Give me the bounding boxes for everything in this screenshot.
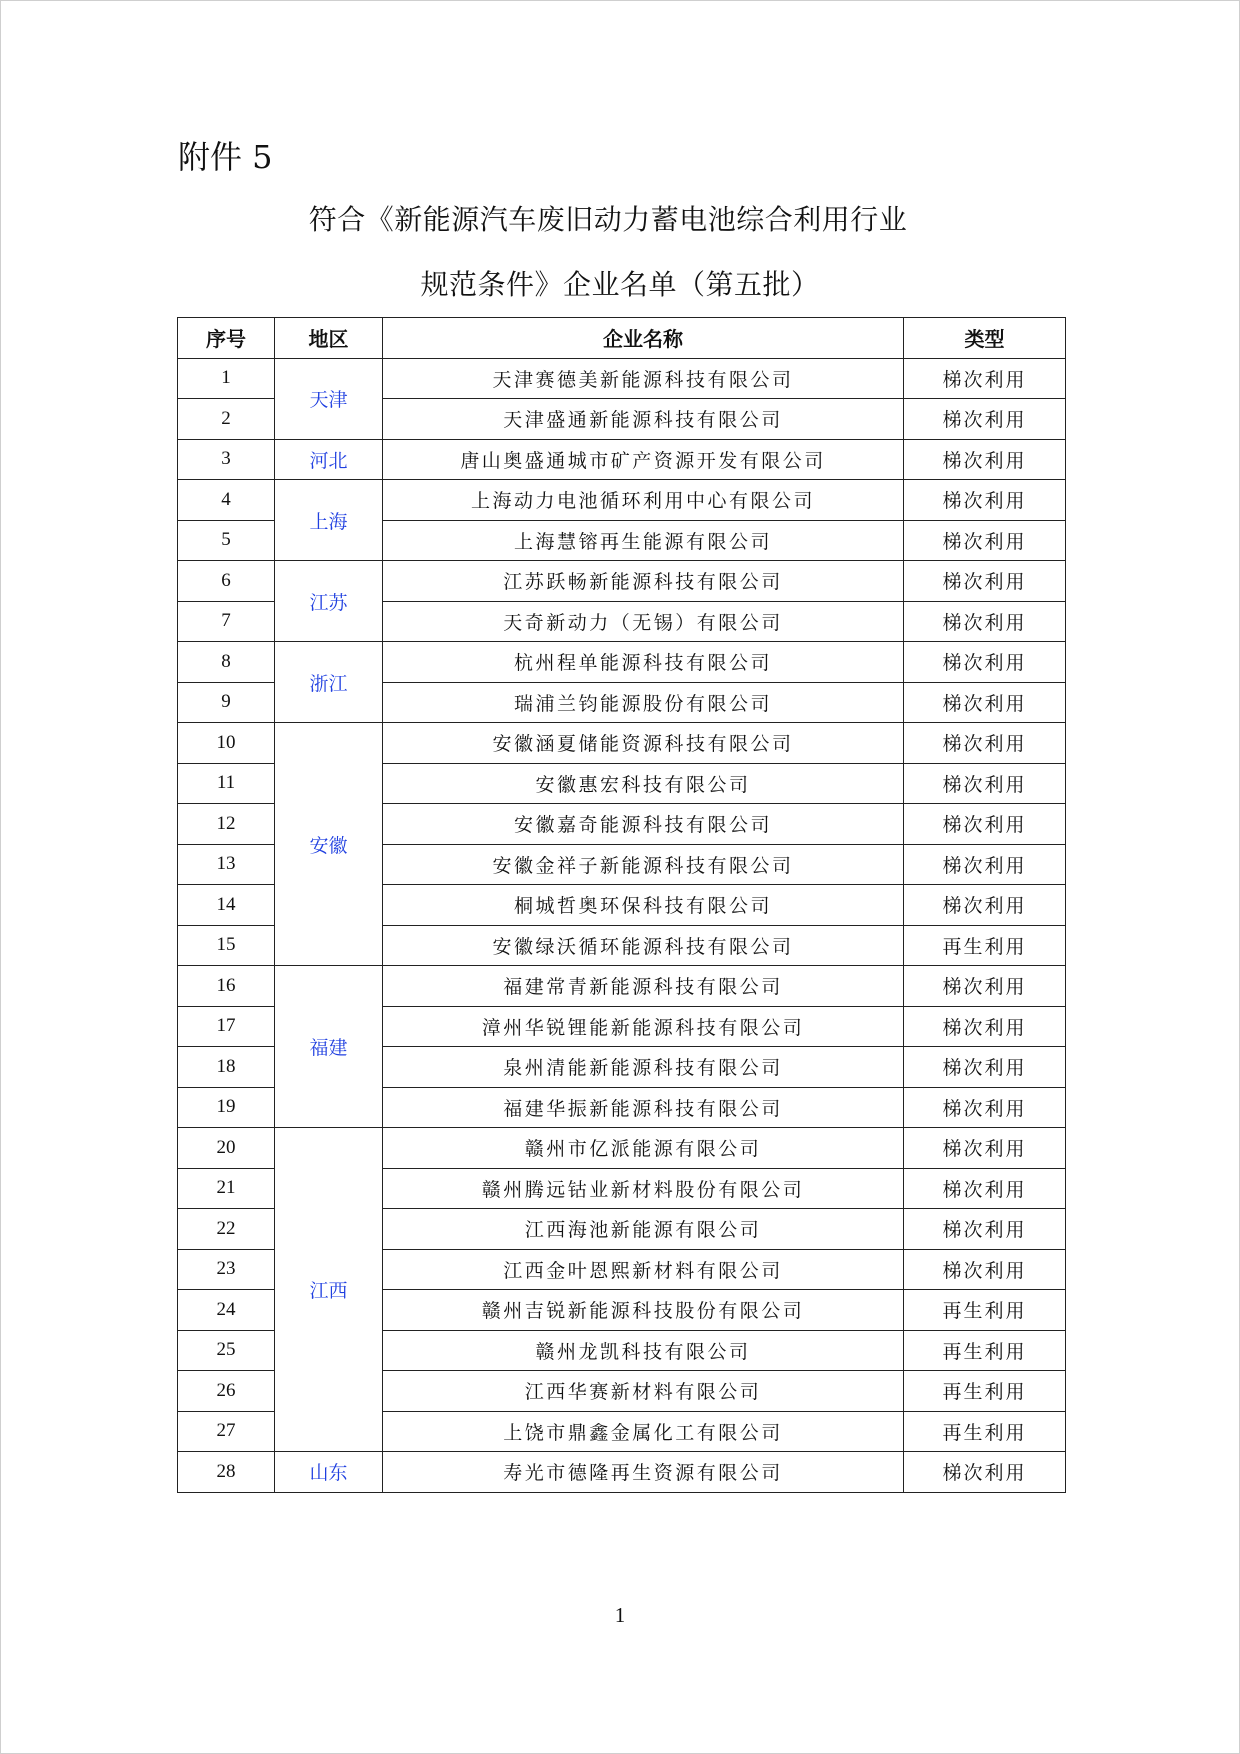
- region-cell: 浙江: [275, 642, 383, 723]
- enterprise-name: 江西海池新能源有限公司: [383, 1209, 904, 1250]
- enterprise-name: 天津赛德美新能源科技有限公司: [383, 358, 904, 399]
- row-seq: 23: [178, 1249, 275, 1290]
- header-type: 类型: [904, 318, 1066, 359]
- enterprise-name: 安徽涵夏储能资源科技有限公司: [383, 723, 904, 764]
- enterprise-name: 泉州清能新能源科技有限公司: [383, 1047, 904, 1088]
- enterprise-name: 安徽惠宏科技有限公司: [383, 763, 904, 804]
- row-seq: 6: [178, 561, 275, 602]
- enterprise-name: 漳州华锐锂能新能源科技有限公司: [383, 1006, 904, 1047]
- row-seq: 8: [178, 642, 275, 683]
- utilization-type: 梯次利用: [904, 682, 1066, 723]
- region-cell: 江苏: [275, 561, 383, 642]
- enterprise-name: 上饶市鼎鑫金属化工有限公司: [383, 1411, 904, 1452]
- enterprise-name: 寿光市德隆再生资源有限公司: [383, 1452, 904, 1493]
- utilization-type: 梯次利用: [904, 358, 1066, 399]
- attachment-label: 附件 5: [178, 138, 273, 176]
- page-number: 1: [614, 1603, 626, 1627]
- header-name: 企业名称: [383, 318, 904, 359]
- enterprise-name: 安徽绿沃循环能源科技有限公司: [383, 925, 904, 966]
- enterprise-name: 桐城哲奥环保科技有限公司: [383, 885, 904, 926]
- document-title-line-2: 规范条件》企业名单（第五批）: [420, 268, 820, 301]
- row-seq: 13: [178, 844, 275, 885]
- row-seq: 11: [178, 763, 275, 804]
- enterprise-name: 福建常青新能源科技有限公司: [383, 966, 904, 1007]
- row-seq: 19: [178, 1087, 275, 1128]
- row-seq: 16: [178, 966, 275, 1007]
- utilization-type: 梯次利用: [904, 601, 1066, 642]
- header-region: 地区: [275, 318, 383, 359]
- utilization-type: 梯次利用: [904, 844, 1066, 885]
- table-header-row: [178, 318, 1066, 359]
- utilization-type: 梯次利用: [904, 1209, 1066, 1250]
- enterprise-name: 天津盛通新能源科技有限公司: [383, 399, 904, 440]
- enterprise-name: 天奇新动力（无锡）有限公司: [383, 601, 904, 642]
- utilization-type: 梯次利用: [904, 966, 1066, 1007]
- row-seq: 9: [178, 682, 275, 723]
- row-seq: 12: [178, 804, 275, 845]
- enterprise-name: 上海慧镕再生能源有限公司: [383, 520, 904, 561]
- table-row: [178, 561, 1066, 602]
- enterprise-name: 江西金叶恩熙新材料有限公司: [383, 1249, 904, 1290]
- table-row: [178, 358, 1066, 399]
- table-body: [178, 358, 1066, 1492]
- enterprise-name: 赣州市亿派能源有限公司: [383, 1128, 904, 1169]
- row-seq: 25: [178, 1330, 275, 1371]
- utilization-type: 梯次利用: [904, 1047, 1066, 1088]
- region-cell: 上海: [275, 480, 383, 561]
- utilization-type: 再生利用: [904, 925, 1066, 966]
- region-cell: 天津: [275, 358, 383, 439]
- enterprise-name: 赣州吉锐新能源科技股份有限公司: [383, 1290, 904, 1331]
- region-cell: 安徽: [275, 723, 383, 966]
- row-seq: 28: [178, 1452, 275, 1493]
- enterprise-name: 赣州龙凯科技有限公司: [383, 1330, 904, 1371]
- table-row: [178, 642, 1066, 683]
- enterprise-name: 杭州程单能源科技有限公司: [383, 642, 904, 683]
- region-cell: 福建: [275, 966, 383, 1128]
- utilization-type: 梯次利用: [904, 1168, 1066, 1209]
- table-row: [178, 723, 1066, 764]
- utilization-type: 梯次利用: [904, 399, 1066, 440]
- row-seq: 4: [178, 480, 275, 521]
- utilization-type: 梯次利用: [904, 1452, 1066, 1493]
- enterprise-name: 江苏跃畅新能源科技有限公司: [383, 561, 904, 602]
- row-seq: 7: [178, 601, 275, 642]
- utilization-type: 再生利用: [904, 1371, 1066, 1412]
- row-seq: 21: [178, 1168, 275, 1209]
- enterprise-name: 安徽金祥子新能源科技有限公司: [383, 844, 904, 885]
- row-seq: 26: [178, 1371, 275, 1412]
- utilization-type: 梯次利用: [904, 439, 1066, 480]
- enterprise-name: 上海动力电池循环利用中心有限公司: [383, 480, 904, 521]
- region-cell: 江西: [275, 1128, 383, 1452]
- row-seq: 18: [178, 1047, 275, 1088]
- enterprise-name: 福建华振新能源科技有限公司: [383, 1087, 904, 1128]
- region-cell: 河北: [275, 439, 383, 480]
- utilization-type: 梯次利用: [904, 642, 1066, 683]
- utilization-type: 梯次利用: [904, 885, 1066, 926]
- row-seq: 3: [178, 439, 275, 480]
- utilization-type: 梯次利用: [904, 723, 1066, 764]
- row-seq: 14: [178, 885, 275, 926]
- utilization-type: 梯次利用: [904, 561, 1066, 602]
- table-row: [178, 966, 1066, 1007]
- table-row: [178, 1452, 1066, 1493]
- row-seq: 17: [178, 1006, 275, 1047]
- utilization-type: 再生利用: [904, 1290, 1066, 1331]
- region-cell: 山东: [275, 1452, 383, 1493]
- row-seq: 22: [178, 1209, 275, 1250]
- enterprise-name: 瑞浦兰钧能源股份有限公司: [383, 682, 904, 723]
- row-seq: 24: [178, 1290, 275, 1331]
- utilization-type: 梯次利用: [904, 763, 1066, 804]
- table-row: [178, 439, 1066, 480]
- enterprise-name: 安徽嘉奇能源科技有限公司: [383, 804, 904, 845]
- utilization-type: 梯次利用: [904, 520, 1066, 561]
- row-seq: 2: [178, 399, 275, 440]
- utilization-type: 梯次利用: [904, 1249, 1066, 1290]
- row-seq: 10: [178, 723, 275, 764]
- utilization-type: 梯次利用: [904, 804, 1066, 845]
- enterprise-name: 赣州腾远钴业新材料股份有限公司: [383, 1168, 904, 1209]
- row-seq: 5: [178, 520, 275, 561]
- utilization-type: 再生利用: [904, 1330, 1066, 1371]
- table-row: [178, 1128, 1066, 1169]
- row-seq: 27: [178, 1411, 275, 1452]
- enterprise-list-table: [177, 317, 1066, 1493]
- utilization-type: 再生利用: [904, 1411, 1066, 1452]
- header-seq: 序号: [178, 318, 275, 359]
- utilization-type: 梯次利用: [904, 1087, 1066, 1128]
- row-seq: 20: [178, 1128, 275, 1169]
- row-seq: 1: [178, 358, 275, 399]
- utilization-type: 梯次利用: [904, 480, 1066, 521]
- row-seq: 15: [178, 925, 275, 966]
- table-row: [178, 480, 1066, 521]
- utilization-type: 梯次利用: [904, 1128, 1066, 1169]
- document-title-line-1: 符合《新能源汽车废旧动力蓄电池综合利用行业: [308, 203, 908, 236]
- enterprise-name: 江西华赛新材料有限公司: [383, 1371, 904, 1412]
- enterprise-name: 唐山奥盛通城市矿产资源开发有限公司: [383, 439, 904, 480]
- utilization-type: 梯次利用: [904, 1006, 1066, 1047]
